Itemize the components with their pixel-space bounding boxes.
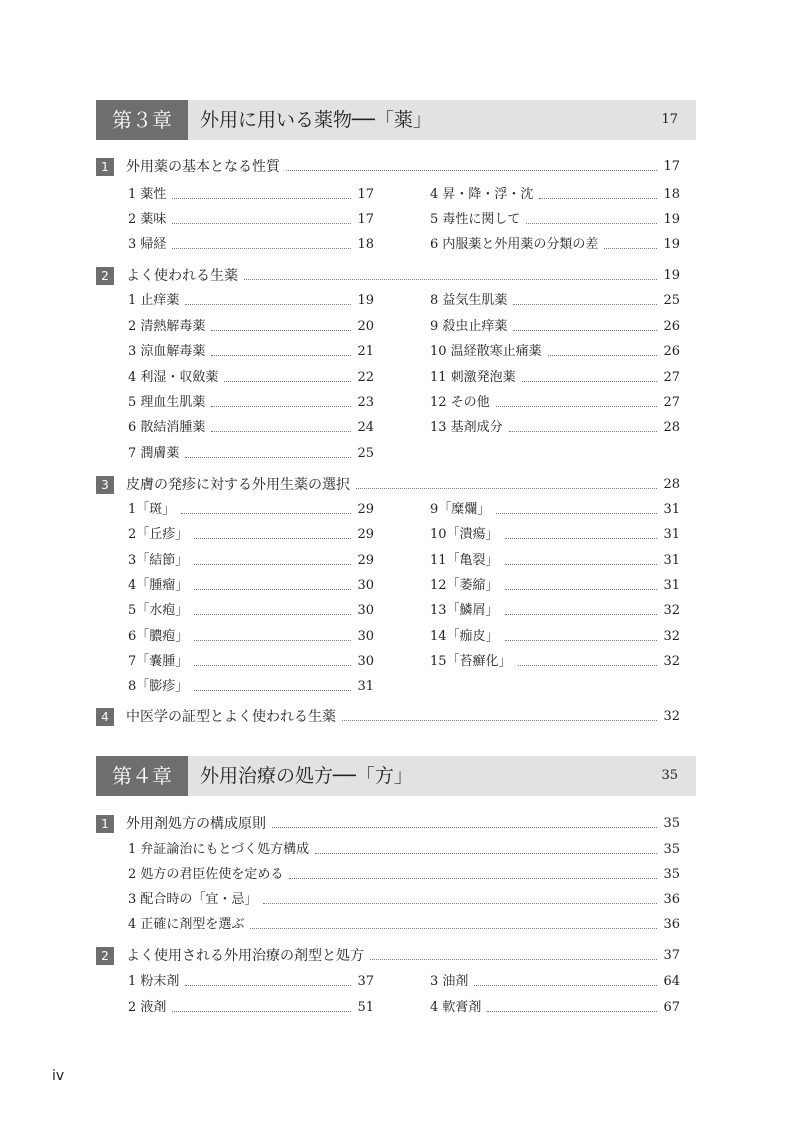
section-title: よく使われる生薬 bbox=[126, 268, 238, 284]
section-title: 外用薬の基本となる性質 bbox=[126, 159, 280, 175]
section-number-badge: 2 bbox=[96, 947, 114, 965]
section-heading[interactable] bbox=[96, 706, 680, 728]
section-title: 中医学の証型とよく使われる生薬 bbox=[126, 709, 336, 725]
toc-entry[interactable]: 9 殺虫止痒薬 26 bbox=[430, 319, 680, 334]
toc-entry[interactable]: 13「鱗屑」 32 bbox=[430, 603, 680, 618]
toc-entry[interactable]: 1 薬性 17 bbox=[128, 187, 374, 202]
toc-entry[interactable]: 4「腫瘤」 30 bbox=[128, 578, 374, 593]
chapter-number: 第３章 bbox=[96, 100, 188, 140]
toc-entry[interactable]: 6 散結消腫薬 24 bbox=[128, 420, 374, 435]
toc-entry[interactable]: 3 配合時の「宜・忌」 36 bbox=[128, 892, 680, 907]
toc-entry[interactable]: 3 涼血解毒薬 21 bbox=[128, 344, 374, 359]
section-title: 皮膚の発疹に対する外用生薬の選択 bbox=[126, 477, 350, 493]
toc-entry[interactable]: 1 止痒薬 19 bbox=[128, 293, 374, 308]
toc-entry[interactable]: 10 温経散寒止痛薬 26 bbox=[430, 344, 680, 359]
toc-entry[interactable]: 5「水疱」 30 bbox=[128, 603, 374, 618]
toc-entry[interactable]: 4 軟膏剤 67 bbox=[430, 1000, 680, 1015]
section-number-badge: 1 bbox=[96, 158, 114, 176]
toc-entry[interactable]: 11「亀裂」 31 bbox=[430, 553, 680, 568]
toc-entry[interactable]: 2 液剤 51 bbox=[128, 1000, 374, 1015]
section-number-badge: 2 bbox=[96, 267, 114, 285]
toc-entry[interactable]: 10「潰瘍」 31 bbox=[430, 527, 680, 542]
toc-entry[interactable]: 4 正確に剤型を選ぶ 36 bbox=[128, 917, 680, 932]
toc-entry[interactable]: 3 帰経 18 bbox=[128, 237, 374, 252]
toc-entry[interactable]: 8「膨疹」 31 bbox=[128, 679, 374, 694]
page-number: iv bbox=[52, 1068, 65, 1084]
toc-entry[interactable]: 12 その他 27 bbox=[430, 395, 680, 410]
section-page: 28 bbox=[663, 477, 680, 492]
toc-entry[interactable]: 2「丘疹」 29 bbox=[128, 527, 374, 542]
toc-entry[interactable]: 13 基剤成分 28 bbox=[430, 420, 680, 435]
section-page: 35 bbox=[663, 816, 680, 831]
chapter-number: 第４章 bbox=[96, 756, 188, 796]
section-title: 外用剤処方の構成原則 bbox=[126, 816, 266, 832]
section-heading[interactable] bbox=[96, 945, 680, 967]
toc-entry[interactable]: 2 処方の君臣佐使を定める 35 bbox=[128, 867, 680, 882]
toc-entry[interactable]: 11 刺激発泡薬 27 bbox=[430, 370, 680, 385]
toc-entry[interactable]: 3 油剤 64 bbox=[430, 974, 680, 989]
section-heading[interactable] bbox=[96, 813, 680, 835]
toc-entry[interactable]: 2 清熱解毒薬 20 bbox=[128, 319, 374, 334]
section-number-badge: 3 bbox=[96, 476, 114, 494]
section-page: 37 bbox=[663, 948, 680, 963]
toc-entry[interactable]: 14「痂皮」 32 bbox=[430, 629, 680, 644]
section-page: 19 bbox=[663, 268, 680, 283]
chapter-3-header bbox=[96, 100, 696, 140]
toc-entry[interactable]: 6「膿疱」 30 bbox=[128, 629, 374, 644]
toc-entry[interactable]: 3「結節」 29 bbox=[128, 553, 374, 568]
section-page: 32 bbox=[663, 709, 680, 724]
toc-entry[interactable]: 7「嚢腫」 30 bbox=[128, 654, 374, 669]
section-heading[interactable] bbox=[96, 474, 680, 496]
toc-entry[interactable]: 1「斑」 29 bbox=[128, 502, 374, 517]
chapter-4-header bbox=[96, 756, 696, 796]
toc-entry[interactable]: 1 弁証論治にもとづく処方構成 35 bbox=[128, 842, 680, 857]
toc-entry[interactable]: 12「萎縮」 31 bbox=[430, 578, 680, 593]
section-title: よく使用される外用治療の剤型と処方 bbox=[126, 948, 364, 964]
section-heading[interactable] bbox=[96, 265, 680, 287]
toc-entry[interactable]: 9「糜爛」 31 bbox=[430, 502, 680, 517]
toc-entry[interactable]: 4 利湿・収斂薬 22 bbox=[128, 370, 374, 385]
section-heading[interactable] bbox=[96, 156, 680, 178]
toc-entry[interactable]: 1 粉末剤 37 bbox=[128, 974, 374, 989]
toc-entry[interactable]: 5 理血生肌薬 23 bbox=[128, 395, 374, 410]
toc-entry[interactable]: 15「苔癬化」 32 bbox=[430, 654, 680, 669]
chapter-page: 35 bbox=[661, 768, 678, 783]
toc-entry[interactable]: 6 内服薬と外用薬の分類の差 19 bbox=[430, 237, 680, 252]
chapter-page: 17 bbox=[661, 112, 678, 127]
chapter-title: 外用治療の処方──「方」 bbox=[200, 765, 413, 787]
toc-entry[interactable]: 4 昇・降・浮・沈 18 bbox=[430, 187, 680, 202]
toc-entry[interactable]: 8 益気生肌薬 25 bbox=[430, 293, 680, 308]
toc-entry[interactable]: 2 薬味 17 bbox=[128, 212, 374, 227]
section-number-badge: 1 bbox=[96, 815, 114, 833]
section-page: 17 bbox=[663, 159, 680, 174]
chapter-title: 外用に用いる薬物──「薬」 bbox=[200, 109, 432, 131]
toc-entry[interactable]: 5 毒性に関して 19 bbox=[430, 212, 680, 227]
section-number-badge: 4 bbox=[96, 708, 114, 726]
toc-entry[interactable]: 7 潤膚薬 25 bbox=[128, 446, 374, 461]
